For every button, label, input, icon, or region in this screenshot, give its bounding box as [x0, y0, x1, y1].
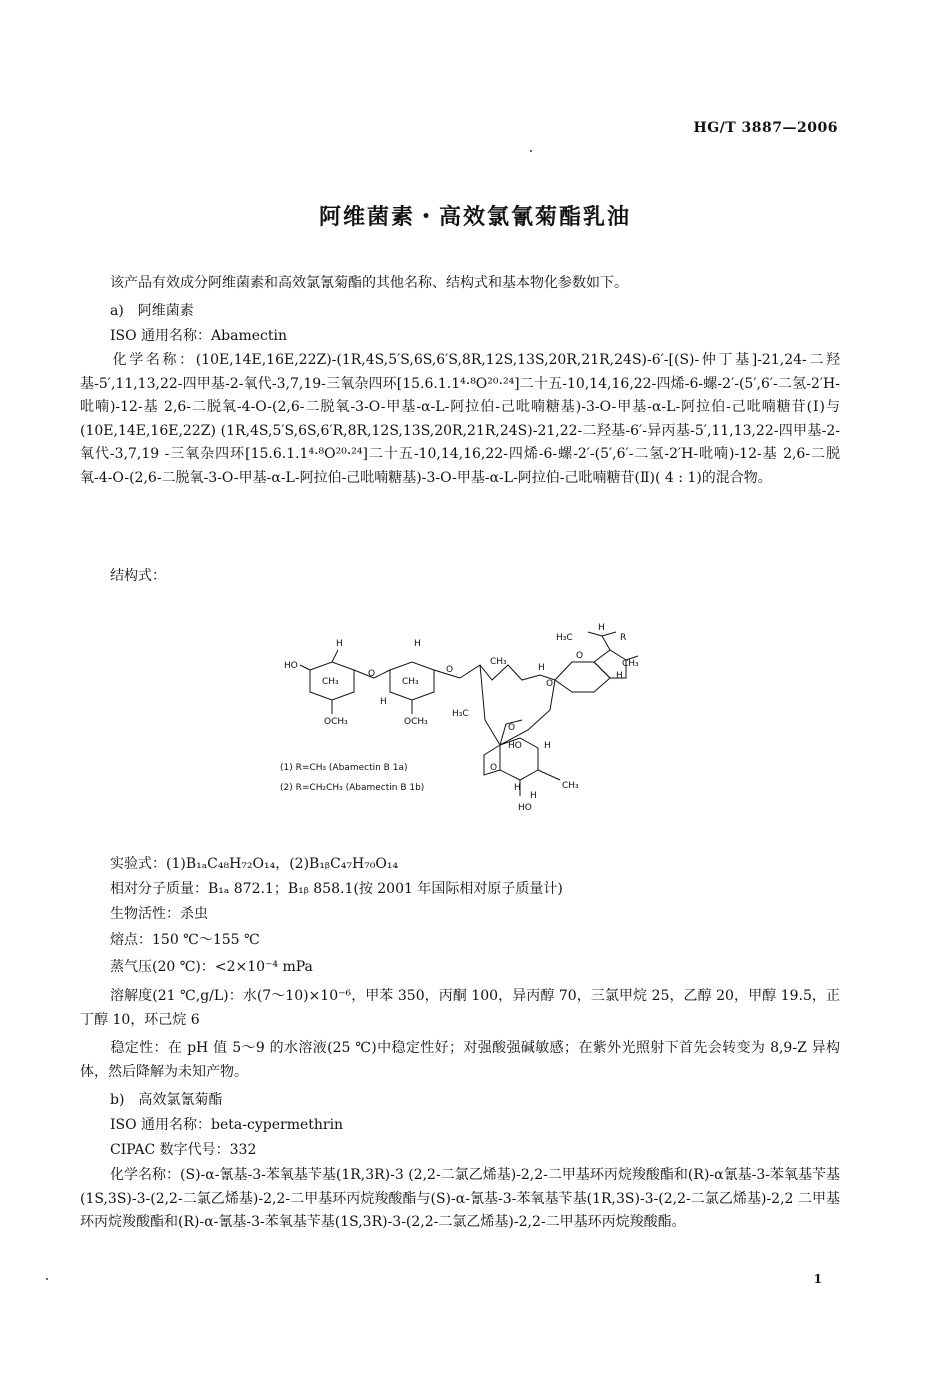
atom-ho-mid: HO	[508, 741, 522, 751]
atom-h-mid: H	[544, 741, 551, 751]
atom-h3: H	[538, 663, 545, 673]
scan-speck	[530, 150, 532, 152]
structure-legend-1: (1) R=CH₃ (Abamectin B 1a)	[280, 763, 408, 773]
atom-h1: H	[336, 639, 343, 649]
solubility	[80, 985, 840, 1032]
atom-h3c-r: H₃C	[556, 633, 573, 643]
atom-ho-bottom: HO	[518, 803, 532, 813]
spiro-ring	[555, 662, 610, 692]
page-title: 阿维菌素・高效氯氰菊酯乳油	[318, 204, 631, 230]
structure-legend-2: (2) R=CH₂CH₃ (Abamectin B 1b)	[280, 783, 425, 793]
atom-och3-2: OCH₃	[404, 717, 428, 727]
structural-formula	[270, 620, 650, 815]
scan-speck	[46, 1278, 48, 1280]
atom-ch3-sugar1: CH₃	[322, 677, 339, 687]
atom-h-right: H	[616, 671, 623, 681]
vapor-pressure: 蒸气压(20 ℃)：<2×10⁻⁴ mPa	[110, 959, 313, 975]
atom-h-ring2: H	[380, 697, 387, 707]
stability	[80, 1037, 840, 1084]
structure-label: 结构式：	[110, 568, 166, 584]
atom-o3: O	[546, 679, 554, 689]
solubility-text: 溶解度(21 ℃,g/L)：水(7～10)×10⁻⁶，甲苯 350，丙酮 100，异丙醇 70，三氯甲烷 25，乙醇 20，甲醇 19.5，正丁醇 10，环己烷 6	[80, 988, 840, 1028]
section-b-heading: b) 高效氯氰菊酯	[110, 1092, 223, 1108]
section-a-heading: a) 阿维菌素	[110, 303, 194, 319]
abamectin-chemical-name-text: 化学名称：(10E,14E,16E,22Z)-(1R,4S,5′S,6S,6′S,8R,12S,13S,20R,21R,24S)-6′-[(S)-仲丁基]-21,24-二羟基-5′,11,13,22-四甲基-2-氧代-3,7,19-三氧杂四环[15.6.1.1⁴·⁸O²⁰·²⁴]二十五-10,14,16,22-四烯-6-螺-2′-(5′,6′-二氢-2′H-吡喃)-12-基 2,6-二脱氧-4-O-(2,6-二脱氧-3-O-甲基-α-L-阿拉伯-己吡喃糖基)-3-O-甲基-α-L-阿拉伯-己吡喃糖苷(Ⅰ)与(10E,14E,16E,22Z) (1R,4S,5′S,6S,6′R,8R,12S,13S,20R,21R,24S)-21,22-二羟基-6′-异丙基-5′,11,13,22-四甲基-2-氧代-3,7,19 -三氧杂四环[15.6.1.1⁴·⁸O²⁰·²⁴]二十五-10,14,16,22-四烯-6-螺-2′-(5′,6′-二氢-2′H-吡喃)-12-基 2,6-二脱氧-4-O-(2,6-二脱氧-3-O-甲基-α-L-阿拉伯-己吡喃糖基)-3-O-甲基-α-L-阿拉伯-己吡喃糖苷(Ⅱ)( 4 : 1)的混合物。	[80, 352, 840, 486]
atom-o4: O	[576, 651, 584, 661]
atom-h-top: H	[598, 623, 605, 633]
abamectin-iso-name: ISO 通用名称：Abamectin	[110, 328, 287, 344]
beta-cypermethrin-iso-name: ISO 通用名称：beta-cypermethrin	[110, 1117, 344, 1133]
atom-o-lactone: O	[508, 723, 516, 733]
atom-h-bottom2: H	[514, 783, 521, 793]
macrocycle-ring	[480, 665, 555, 745]
atom-r: R	[620, 633, 627, 643]
molar-mass: 相对分子质量：B₁ₐ 872.1；B₁ᵦ 858.1(按 2001 年国际相对原子质量计)	[110, 881, 563, 897]
intro-text: 该产品有效成分阿维菌素和高效氯氰菊酯的其他名称、结构式和基本物化参数如下。	[110, 275, 628, 291]
atom-ch3-sugar2: CH₃	[402, 677, 419, 687]
cipac-code: CIPAC 数字代号：332	[110, 1142, 257, 1158]
stability-text: 稳定性：在 pH 值 5～9 的水溶液(25 ℃)中稳定性好；对强酸强碱敏感；在紫外光照射下首先会转变为 8,9-Z 异构体，然后降解为未知产物。	[80, 1040, 840, 1080]
atom-h2: H	[414, 639, 421, 649]
atom-ch3-a: CH₃	[490, 657, 507, 667]
atom-o2: O	[446, 665, 454, 675]
intro-paragraph	[80, 272, 840, 296]
empirical-formula: 实验式：(1)B₁ₐC₄₈H₇₂O₁₄，(2)B₁ᵦC₄₇H₇₀O₁₄	[110, 856, 399, 872]
abamectin-chemical-name	[80, 349, 840, 559]
melting-point: 熔点：150 ℃～155 ℃	[110, 932, 260, 948]
page-number: 1	[813, 1272, 822, 1286]
atom-ch3-bottom: CH₃	[562, 781, 579, 791]
atom-och3-1: OCH₃	[324, 717, 348, 727]
atom-o1: O	[368, 669, 376, 679]
standard-number: HG/T 3887—2006	[693, 120, 838, 136]
atom-o-bottom: O	[490, 763, 498, 773]
beta-cypermethrin-chemical-name	[80, 1164, 840, 1235]
atom-h3c-a: H₃C	[452, 709, 469, 719]
atom-ch3-right: CH₃	[622, 659, 639, 669]
bioactivity: 生物活性：杀虫	[110, 906, 208, 922]
beta-cypermethrin-chemical-name-text: 化学名称：(S)-α-氰基-3-苯氧基苄基(1R,3R)-3 (2,2-二氯乙烯基)-2,2-二甲基环丙烷羧酸酯和(R)-α氰基-3-苯氧基苄基(1S,3S)-3-(2,2-二氯乙烯基)-2,2-二甲基环丙烷羧酸酯与(S)-α-氰基-3-苯氧基苄基(1R,3S)-3-(2,2-二氯乙烯基)-2,2 二甲基环丙烷羧酸酯和(R)-α-氰基-3-苯氧基苄基(1S,3R)-3-(2,2-二氯乙烯基)-2,2-二甲基环丙烷羧酸酯。	[80, 1167, 840, 1231]
atom-h-bottom: H	[530, 791, 537, 801]
atom-ho-left: HO	[284, 661, 298, 671]
